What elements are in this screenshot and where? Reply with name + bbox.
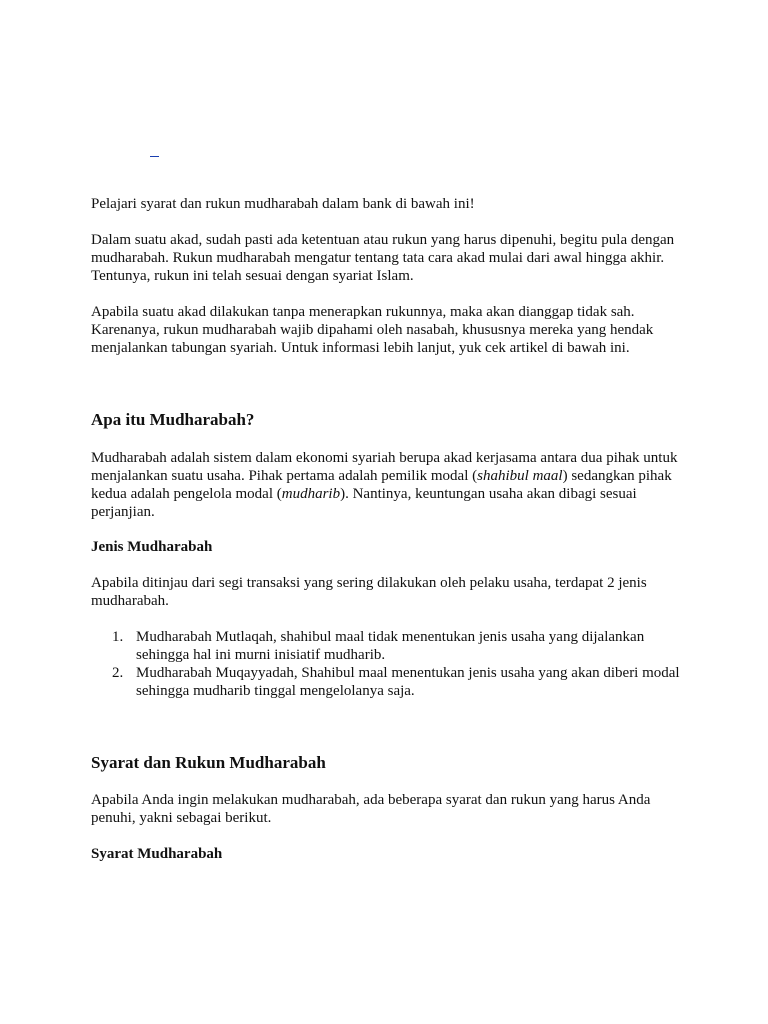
list-item <box>91 664 681 700</box>
list-item-number: 2. <box>112 665 124 681</box>
definisi-term-mudharib: mudharib <box>281 486 341 502</box>
definisi-text-3: ). Nantinya, keuntungan usaha akan dibagi sesuai perjanjian. <box>91 486 637 520</box>
paragraph-akad-sah: Apabila suatu akad dilakukan tanpa menerapkan rukunnya, maka akan dianggap tidak sah. Karenanya, rukun mudharabah wajib dipahami oleh nasabah, khususnya mereka yang hendak menjalankan tabungan syariah. Untuk informasi lebih lanjut, yuk cek artikel di bawah ini. <box>91 304 654 356</box>
heading-jenis-mudharabah: Jenis Mudharabah <box>91 539 213 555</box>
heading-syarat-dan-rukun: Syarat dan Rukun Mudharabah <box>91 753 326 772</box>
paragraph-syarat-intro: Apabila Anda ingin melakukan mudharabah, ada beberapa syarat dan rukun yang harus Anda penuhi, yakni sebagai berikut. <box>91 792 651 826</box>
paragraph-rukun-intro: Dalam suatu akad, sudah pasti ada ketentuan atau rukun yang harus dipenuhi, begitu pula dengan mudharabah. Rukun mudharabah mengatur tentang tata cara akad mulai dari awal hingga akhir. Tentunya, rukun ini telah sesuai dengan syariat Islam. <box>91 232 675 284</box>
definisi-text-1: Mudharabah adalah sistem dalam ekonomi syariah berupa akad kerjasama antara dua pihak untuk menjalankan suatu usaha. Pihak pertama adalah pemilik modal ( <box>91 450 678 484</box>
jenis-list <box>91 628 681 700</box>
paragraph-jenis-intro: Apabila ditinjau dari segi transaksi yang sering dilakukan oleh pelaku usaha, terdapat 2 jenis mudharabah. <box>91 575 647 609</box>
list-item-number: 1. <box>112 629 124 645</box>
paragraph-definisi-mudharabah <box>91 449 681 521</box>
definisi-term-shahibul-maal: shahibul maal <box>477 468 563 484</box>
empty-link[interactable] <box>150 142 159 157</box>
heading-apa-itu-mudharabah: Apa itu Mudharabah? <box>91 410 255 429</box>
list-item <box>91 628 681 664</box>
definisi-text-2: ) sedangkan pihak kedua adalah pengelola modal ( <box>91 468 672 502</box>
intro-paragraph: Pelajari syarat dan rukun mudharabah dalam bank di bawah ini! <box>91 196 475 212</box>
heading-syarat-mudharabah: Syarat Mudharabah <box>91 846 223 862</box>
list-item-text: Mudharabah Muqayyadah, Shahibul maal menentukan jenis usaha yang akan diberi modal sehingga mudharib tinggal mengelolanya saja. <box>136 665 680 699</box>
list-item-text: Mudharabah Mutlaqah, shahibul maal tidak menentukan jenis usaha yang dijalankan sehingga hal ini murni inisiatif mudharib. <box>136 629 645 663</box>
